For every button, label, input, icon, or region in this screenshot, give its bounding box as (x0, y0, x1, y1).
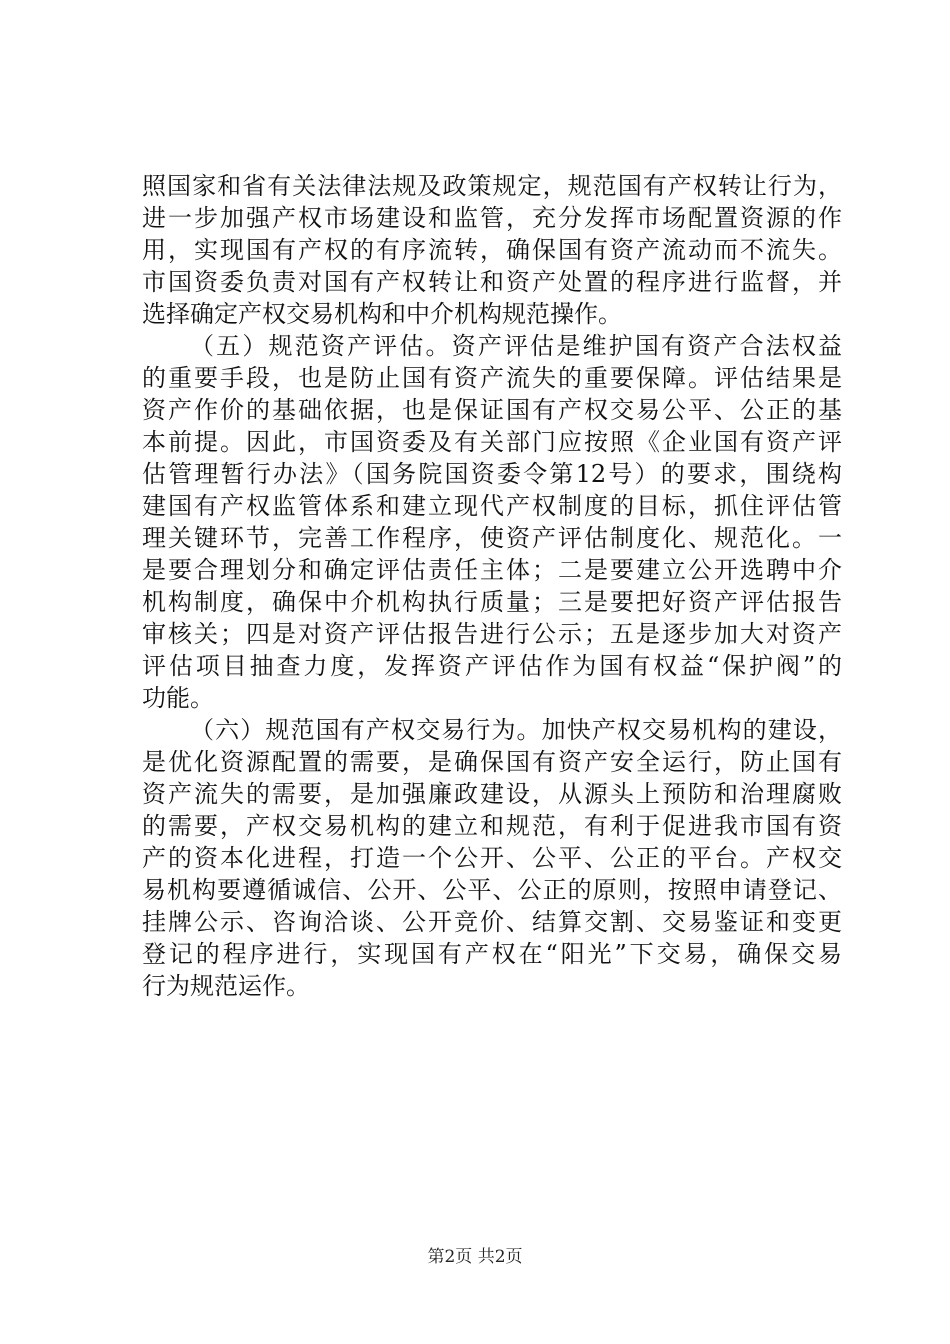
text-line: 挂牌公示、咨询洽谈、公开竞价、结算交割、交易鉴证和变更 (142, 908, 842, 936)
text-line: 建国有产权监管体系和建立现代产权制度的目标，抓住评估管 (142, 492, 842, 520)
text-line: 行为规范运作。 (142, 972, 310, 1000)
text-line: 估管理暂行办法》（国务院国资委令第12号）的要求，围绕构 (142, 460, 842, 488)
text-line: 资产流失的需要，是加强廉政建设，从源头上预防和治理腐败 (142, 780, 842, 808)
text-line: 照国家和省有关法律法规及政策规定，规范国有产权转让行为， (142, 172, 842, 200)
page-number-footer: 第2页 共2页 (427, 1247, 523, 1267)
text-line: 审核关；四是对资产评估报告进行公示；五是逐步加大对资产 (142, 620, 842, 648)
text-line: 是要合理划分和确定评估责任主体；二是要建立公开选聘中介 (142, 556, 842, 584)
text-line: 的需要，产权交易机构的建立和规范，有利于促进我市国有资 (142, 812, 842, 840)
section-heading-line: （六）规范国有产权交易行为。加快产权交易机构的建设， (190, 716, 842, 744)
text-line: 功能。 (142, 684, 214, 712)
text-line: 理关键环节，完善工作程序，使资产评估制度化、规范化。一 (142, 524, 842, 552)
text-line: 的重要手段，也是防止国有资产流失的重要保障。评估结果是 (142, 364, 842, 392)
body-text (142, 170, 842, 1002)
text-line: 评估项目抽查力度，发挥资产评估作为国有权益“保护阀”的 (142, 652, 842, 680)
text-line: 产的资本化进程，打造一个公开、公平、公正的平台。产权交 (142, 844, 842, 872)
text-line: 用，实现国有产权的有序流转，确保国有资产流动而不流失。 (142, 236, 842, 264)
text-line: 进一步加强产权市场建设和监管，充分发挥市场配置资源的作 (142, 204, 842, 232)
text-line: 资产作价的基础依据，也是保证国有产权交易公平、公正的基 (142, 396, 842, 424)
text-line: 机构制度，确保中介机构执行质量；三是要把好资产评估报告 (142, 588, 842, 616)
text-line: 登记的程序进行，实现国有产权在“阳光”下交易，确保交易 (142, 940, 842, 968)
text-line: 是优化资源配置的需要，是确保国有资产安全运行，防止国有 (142, 748, 842, 776)
text-line: 易机构要遵循诚信、公开、公平、公正的原则，按照申请登记、 (142, 876, 842, 904)
text-line: 本前提。因此，市国资委及有关部门应按照《企业国有资产评 (142, 428, 842, 456)
text-line: 市国资委负责对国有产权转让和资产处置的程序进行监督，并 (142, 268, 842, 296)
text-line: 选择确定产权交易机构和中介机构规范操作。 (142, 300, 622, 328)
section-heading-line: （五）规范资产评估。资产评估是维护国有资产合法权益 (190, 332, 842, 360)
